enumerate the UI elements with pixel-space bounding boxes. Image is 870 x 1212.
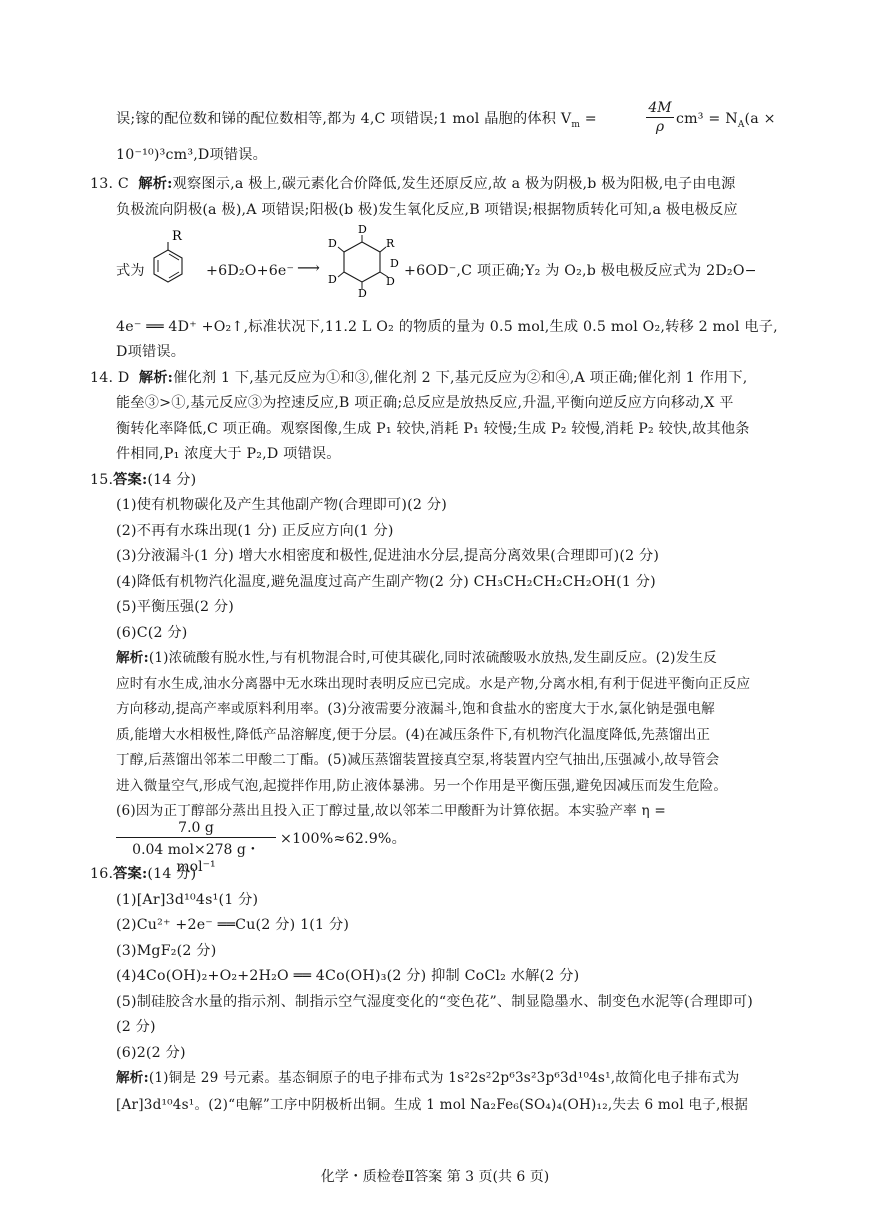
text-line: 10⁻¹⁰)³cm³,D项错误。: [116, 147, 268, 163]
text-line: 衡转化率降低,C 项正确。观察图像,生成 P₁ 较快,消耗 P₁ 较慢;生成 P₂ 较慢,消耗 P₂ 较快,故其他条: [116, 421, 750, 437]
text-line: 能垒③>①,基元反应③为控速反应,B 项正确;总反应是放热反应,升温,平衡向逆反应方向移动,X 平: [116, 395, 734, 411]
answer-line: (5)制硅胶含水量的指示剂、制指示空气湿度变化的“变色花”、制显隐墨水、制变色水泥等(合理即可): [116, 994, 753, 1010]
analysis-line: 解析:(1)铜是 29 号元素。基态铜原子的电子排布式为 1s²2s²2p⁶3s²3p⁶3d¹⁰4s¹,故简化电子排布式为: [116, 1070, 740, 1086]
answer-line: (1)使有机物碳化及产生其他副产物(合理即可)(2 分): [116, 497, 447, 513]
question-13: 13. C 解析:观察图示,a 极上,碳元素化合价降低,发生还原反应,故 a 极为阴极,b 极为阳极,电子由电源: [90, 176, 736, 192]
fraction-yield: 7.0 g 0.04 mol×278 g・mol⁻¹: [116, 820, 276, 875]
text-line: 负极流向阴极(a 极),A 项错误;阳极(b 极)发生氧化反应,B 项错误;根据物质转化可知,a 极电极反应: [116, 202, 738, 218]
answer-line: (2)不再有水珠出现(1 分) 正反应方向(1 分): [116, 523, 394, 539]
text-line: D项错误。: [116, 344, 186, 360]
answer-line: (6)2(2 分): [116, 1045, 186, 1061]
page-footer: 化学・质检卷Ⅱ答案 第 3 页(共 6 页): [320, 1169, 550, 1185]
answer-line: (2)Cu²⁺ +2e⁻ ══Cu(2 分) 1(1 分): [116, 917, 350, 933]
answer-line: (3)分液漏斗(1 分) 增大水相密度和极性,促进油水分层,提高分离效果(合理即可)(2 分): [116, 548, 660, 564]
answer-line: (3)MgF₂(2 分): [116, 943, 217, 959]
analysis-line: 质,能增大水相极性,降低产品溶解度,便于分层。(4)在减压条件下,有机物汽化温度降低,先蒸馏出正: [116, 727, 711, 743]
r-label: R: [172, 229, 182, 244]
answer-line: (6)C(2 分): [116, 625, 188, 641]
text-line: 误;镓的配位数和锑的配位数相等,都为 4,C 项错误;1 mol 晶胞的体积 $V_m$ =: [116, 111, 597, 130]
reaction-arrow: ⟶: [297, 258, 321, 277]
analysis-line: (6)因为正丁醇部分蒸出且投入正丁醇过量,故以邻苯二甲酸酐为计算依据。本实验产率 η =: [116, 803, 666, 819]
question-16: 16.答案:(14 分): [90, 866, 197, 882]
answer-line: (2 分): [116, 1019, 156, 1035]
text-line: +6D₂O+6e⁻: [206, 263, 295, 279]
text-line: +6OD⁻,C 项正确;Y₂ 为 O₂,b 极电极反应式为 2D₂O−: [404, 263, 757, 279]
d-label: D: [358, 287, 367, 298]
d-label: D: [358, 223, 367, 236]
question-14: 14. D 解析:催化剂 1 下,基元反应为①和③,催化剂 2 下,基元反应为②和④,A 项正确;催化剂 1 作用下,: [90, 370, 748, 386]
text-line: $cm^3 = N_A(a$ ×: [676, 111, 776, 130]
d-label: D: [386, 275, 395, 288]
analysis-line: 应时有水生成,油水分离器中无水珠出现时表明反应已完成。水是产物,分离水相,有利于促进平衡向正反应: [116, 676, 751, 692]
fraction-volume: $\frac{4M}{\rho}$: [646, 100, 674, 135]
benzene-structure: [148, 226, 198, 284]
answer-line: (1)[Ar]3d¹⁰4s¹(1 分): [116, 892, 259, 908]
analysis-line: 方向移动,提高产率或原料利用率。(3)分液需要分液漏斗,饱和食盐水的密度大于水,氯化钠是强电解: [116, 701, 715, 717]
analysis-line: 丁醇,后蒸馏出邻苯二甲酸二丁酯。(5)减压蒸馏装置接真空泵,将装置内空气抽出,压强减小,故导管会: [116, 752, 720, 768]
answer-line: (4)降低有机物汽化温度,避免温度过高产生副产物(2 分) CH₃CH₂CH₂CH₂OH(1 分): [116, 574, 656, 590]
analysis-line: 解析:(1)浓硫酸有脱水性,与有机物混合时,可使其碳化,同时浓硫酸吸水放热,发生副反应。(2)发生反: [116, 650, 717, 666]
cyclohexane-d-structure: [324, 220, 404, 298]
answer-line: (5)平衡压强(2 分): [116, 599, 235, 615]
r-label: R: [386, 237, 395, 250]
analysis-line: 进入微量空气,形成气泡,起搅拌作用,防止液体暴沸。另一个作用是平衡压强,避免因减压而发生危险。: [116, 778, 728, 794]
text-line: 式为: [116, 263, 145, 279]
text-line: 件相同,P₁ 浓度大于 P₂,D 项错误。: [116, 446, 341, 462]
d-label: D: [328, 273, 337, 286]
text-line: ×100%≈62.9%。: [280, 831, 406, 847]
question-15: 15.答案:(14 分): [90, 472, 197, 488]
analysis-line: [Ar]3d¹⁰4s¹。(2)“电解”工序中阴极析出铜。生成 1 mol Na₂Fe₆(SO₄)₄(OH)₁₂,失去 6 mol 电子,根据: [116, 1097, 749, 1113]
answer-line: (4)4Co(OH)₂+O₂+2H₂O ══ 4Co(OH)₃(2 分) 抑制 CoCl₂ 水解(2 分): [116, 968, 580, 984]
d-label: D: [390, 257, 399, 270]
d-label: D: [328, 237, 337, 250]
text-line: 4e⁻ ══ 4D⁺ +O₂↑,标准状况下,11.2 L O₂ 的物质的量为 0.5 mol,生成 0.5 mol O₂,转移 2 mol 电子,: [116, 319, 778, 335]
